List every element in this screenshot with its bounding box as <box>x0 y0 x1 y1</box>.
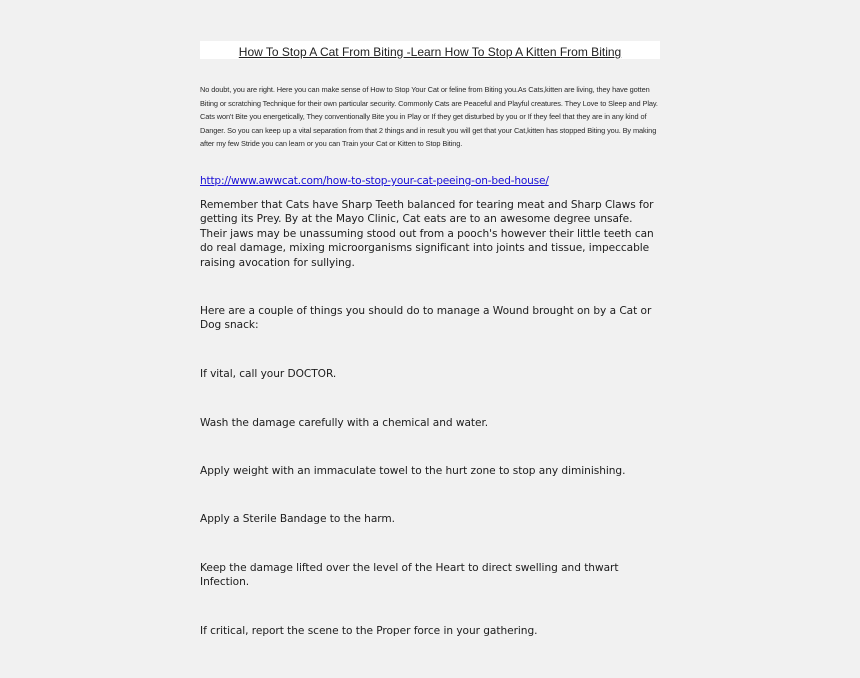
list-item-wash: Wash the damage carefully with a chemical and water. <box>200 417 489 429</box>
list-item-apply-weight: Apply weight with an immaculate towel to the hurt zone to stop any diminishing. <box>200 465 626 477</box>
list-item-call-doctor: If vital, call your DOCTOR. <box>200 368 337 380</box>
document-title-bar <box>200 41 660 59</box>
intro-paragraph: No doubt, you are right. Here you can make sense of How to Stop Your Cat or feline from Biting you.As Cats,kitten are living, they have gotten Biting or scratching Technique for their own particular security. Commonly Cats are Peaceful and Playful creatures. They Love to Sleep and Play. Cats won't Bite you energetically, They conventionally Bite you in Play or If they get disturbed by you or If they feel that they are in any kind of Danger. So you can keep up a vital separation from that 2 things and in result you will get that your Cat,kitten has stopped Biting you. By making after my few Stride you can learn or you can Train your Cat or Kitten to Stop Biting. <box>200 85 658 148</box>
list-item-report: If critical, report the scene to the Proper force in your gathering. <box>200 625 538 637</box>
list-item-bandage: Apply a Sterile Bandage to the harm. <box>200 513 395 525</box>
document-title: How To Stop A Cat From Biting -Learn How To Stop A Kitten From Biting <box>238 45 622 59</box>
article-link[interactable]: http://www.awwcat.com/how-to-stop-your-cat-peeing-on-bed-house/ <box>200 175 549 187</box>
paragraph-teeth-claws: Remember that Cats have Sharp Teeth balanced for tearing meat and Sharp Claws for getting its Prey. By at the Mayo Clinic, Cat eats are to an awesome degree unsafe. Their jaws may be unassuming stood out from a pooch's however their little teeth can do real damage, mixing microorganisms significant into joints and tissue, impeccable raising avocation for sullying. <box>200 199 654 269</box>
list-item-keep-lifted: Keep the damage lifted over the level of the Heart to direct swelling and thwart Infection. <box>200 562 619 589</box>
paragraph-wound-intro: Here are a couple of things you should do to manage a Wound brought on by a Cat or Dog snack: <box>200 305 652 332</box>
